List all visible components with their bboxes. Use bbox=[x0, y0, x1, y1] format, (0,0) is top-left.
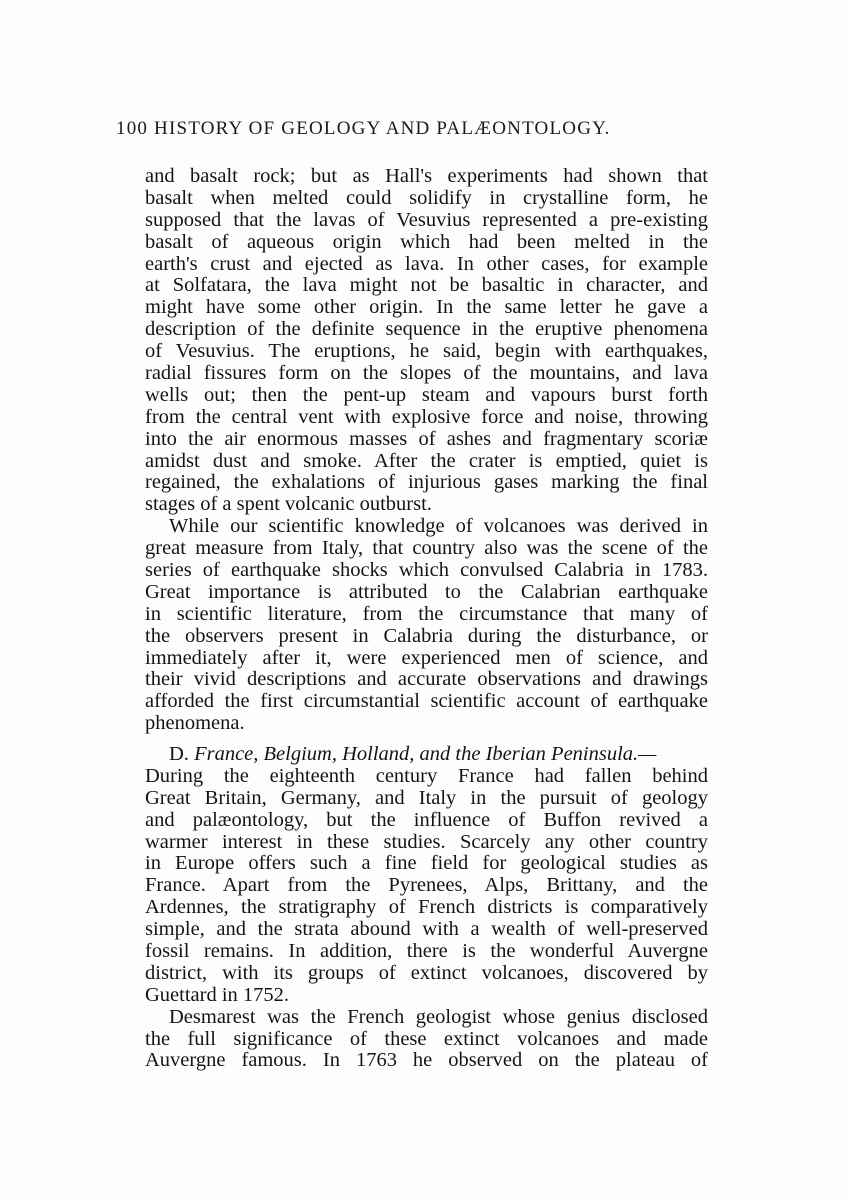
text-line: great measure from Italy, that country also was the scene of the bbox=[145, 537, 708, 560]
text-line: in Europe offers such a fine field for geological studies as bbox=[145, 852, 708, 875]
text-line: phenomena. bbox=[145, 712, 245, 735]
text-line: stages of a spent volcanic outburst. bbox=[145, 493, 432, 516]
text-line: Great Britain, Germany, and Italy in the pursuit of geology bbox=[145, 786, 708, 809]
text-line: and palæontology, but the influence of Buffon revived a bbox=[145, 808, 708, 831]
text-line: Ardennes, the stratigraphy of French districts is comparatively bbox=[145, 896, 708, 919]
text-line: While our scientific knowledge of volcanoes was derived in bbox=[169, 515, 708, 538]
paragraph-france bbox=[145, 766, 708, 1007]
text-line: afforded the first circumstantial scientific account of earthquake bbox=[145, 690, 708, 713]
text-line: regained, the exhalations of injurious gases marking the final bbox=[145, 471, 708, 494]
text-line: their vivid descriptions and accurate observations and drawings bbox=[145, 668, 708, 691]
text-line: simple, and the strata abound with a wealth of well-preserved bbox=[145, 918, 708, 941]
text-line: During the eighteenth century France had fallen behind bbox=[145, 764, 708, 787]
text-line: wells out; then the pent-up steam and vapours burst forth bbox=[145, 383, 708, 406]
running-head: 100 HISTORY OF GEOLOGY AND PALÆONTOLOGY. bbox=[116, 118, 611, 139]
text-line: of Vesuvius. The eruptions, he said, begin with earthquakes, bbox=[145, 340, 708, 363]
text-line: France. Apart from the Pyrenees, Alps, Brittany, and the bbox=[145, 874, 708, 897]
text-line: Auvergne famous. In 1763 he observed on the plateau of bbox=[145, 1049, 708, 1072]
section-heading bbox=[145, 744, 708, 766]
text-line: immediately after it, were experienced men of science, and bbox=[145, 646, 708, 669]
text-line: the full significance of these extinct volcanoes and made bbox=[145, 1027, 708, 1050]
paragraph-calabria bbox=[145, 516, 708, 735]
text-line: radial fissures form on the slopes of the mountains, and lava bbox=[145, 362, 708, 385]
text-line: the observers present in Calabria during the disturbance, or bbox=[145, 624, 708, 647]
text-line: Guettard in 1752. bbox=[145, 983, 290, 1006]
text-line: Great importance is attributed to the Calabrian earthquake bbox=[145, 580, 708, 603]
text-line: district, with its groups of extinct volcanoes, discovered by bbox=[145, 961, 708, 984]
text-line: supposed that the lavas of Vesuvius represented a pre-existing bbox=[145, 208, 708, 231]
text-line: in scientific literature, from the circumstance that many of bbox=[145, 602, 708, 625]
text-line: fossil remains. In addition, there is the wonderful Auvergne bbox=[145, 940, 708, 963]
text-line: at Solfatara, the lava might not be basaltic in character, and bbox=[145, 274, 708, 297]
text-line: earth's crust and ejected as lava. In other cases, for example bbox=[145, 252, 708, 275]
text-block-upper bbox=[145, 166, 708, 735]
text-line: might have some other origin. In the same letter he gave a bbox=[145, 296, 708, 319]
text-line: into the air enormous masses of ashes and fragmentary scoriæ bbox=[145, 427, 708, 450]
text-line: series of earthquake shocks which convulsed Calabria in 1783. bbox=[145, 559, 708, 582]
text-line: description of the definite sequence in the eruptive phenomena bbox=[145, 318, 708, 341]
section-letter: D. bbox=[169, 743, 189, 765]
text-line: warmer interest in these studies. Scarcely any other country bbox=[145, 830, 708, 853]
section-title: France, Belgium, Holland, and the Iberian Peninsula.— bbox=[194, 743, 657, 765]
paragraph-desmarest bbox=[145, 1007, 708, 1073]
text-line: basalt when melted could solidify in crystalline form, he bbox=[145, 186, 708, 209]
text-line: from the central vent with explosive force and noise, throwing bbox=[145, 405, 708, 428]
text-line: amidst dust and smoke. After the crater is emptied, quiet is bbox=[145, 449, 708, 472]
text-line: Desmarest was the French geologist whose genius disclosed bbox=[169, 1005, 708, 1028]
text-block-lower bbox=[145, 744, 708, 1072]
text-line: and basalt rock; but as Hall's experiments had shown that bbox=[145, 165, 708, 187]
paragraph-vesuvius bbox=[145, 166, 708, 516]
text-line: basalt of aqueous origin which had been melted in the bbox=[145, 230, 708, 253]
